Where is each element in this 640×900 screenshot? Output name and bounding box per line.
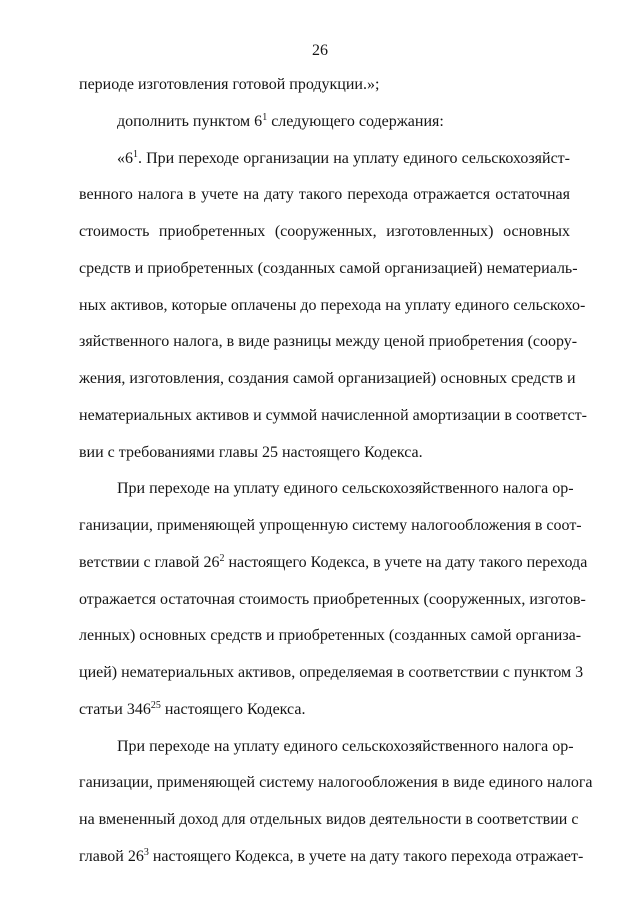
text-fragment: ветствии с главой 26 [79, 553, 220, 571]
page-number: 26 [312, 42, 328, 59]
text-line [79, 552, 588, 590]
paragraph-continuation [79, 75, 570, 112]
text-fragment: настоящего Кодекса. [160, 700, 306, 718]
text-line: ных активов, которые оплачены до перехода на уплату единого сельскохо- [79, 296, 586, 314]
paragraph-imputed-income [79, 737, 593, 884]
text-line: стоимость приобретенных (сооруженных, изготовленных) основных [79, 223, 570, 240]
text-line: ганизации, применяющей систему налогообложения в виде единого налога [79, 774, 593, 792]
superscript: 2 [219, 552, 225, 564]
text-fragment: дополнить пунктом 6 [117, 112, 263, 130]
text-line [79, 846, 584, 884]
text-line [79, 700, 570, 737]
text-line: на вмененный доход для отдельных видов деятельности в соответствии с [79, 811, 579, 828]
text-fragment: статьи 346 [79, 700, 151, 718]
text-fragment: следующего содержания: [271, 112, 444, 130]
text-line: средств и приобретенных (созданных самой организацией) нематериаль- [79, 259, 578, 277]
text-fragment: главой 26 [79, 847, 144, 865]
text-line: отражается остаточная стоимость приобретенных (сооруженных, изготов- [79, 590, 586, 608]
superscript: 25 [150, 699, 161, 711]
document-body [79, 75, 593, 884]
text-line: цией) нематериальных активов, определяемая в соответствии с пунктом 3 [79, 664, 584, 681]
text-fragment: настоящего Кодекса, в учете на дату такого перехода [224, 553, 588, 571]
paragraph-amendment-intro [79, 112, 570, 149]
text-line: нематериальных активов и суммой начисленной амортизации в соответст- [79, 406, 587, 424]
text-line [79, 112, 570, 149]
paragraph-simplified-system [79, 479, 588, 736]
text-line: венного налога в учете на дату такого перехода отражается остаточная [79, 186, 570, 204]
text-fragment: «6 [117, 149, 133, 167]
text-line: При переходе на уплату единого сельскохозяйственного налога ор- [117, 737, 574, 755]
text-fragment: . При переходе организации на уплату единого сельскохозяйст- [138, 149, 570, 167]
text-line: При переходе на уплату единого сельскохозяйственного налога ор- [117, 480, 574, 498]
text-line: жения, изготовления, создания самой организацией) основных средств и [79, 370, 576, 387]
text-line: ганизации, применяющей упрощенную систему налогообложения в соот- [79, 517, 582, 534]
text-fragment: настоящего Кодекса, в учете на дату такого перехода отражает- [148, 847, 584, 865]
text-line: зяйственного налога, в виде разницы между ценой приобретения (соору- [79, 333, 578, 351]
text-line [79, 149, 570, 186]
paragraph-point-6-1 [79, 148, 587, 480]
superscript: 3 [143, 846, 149, 858]
text-line: периоде изготовления готовой продукции.»; [79, 76, 380, 93]
text-line: вии с требованиями главы 25 настоящего Кодекса. [79, 443, 423, 461]
superscript: 1 [262, 111, 268, 123]
superscript: 1 [133, 148, 138, 160]
text-line: ленных) основных средств и приобретенных (созданных самой организа- [79, 627, 582, 645]
